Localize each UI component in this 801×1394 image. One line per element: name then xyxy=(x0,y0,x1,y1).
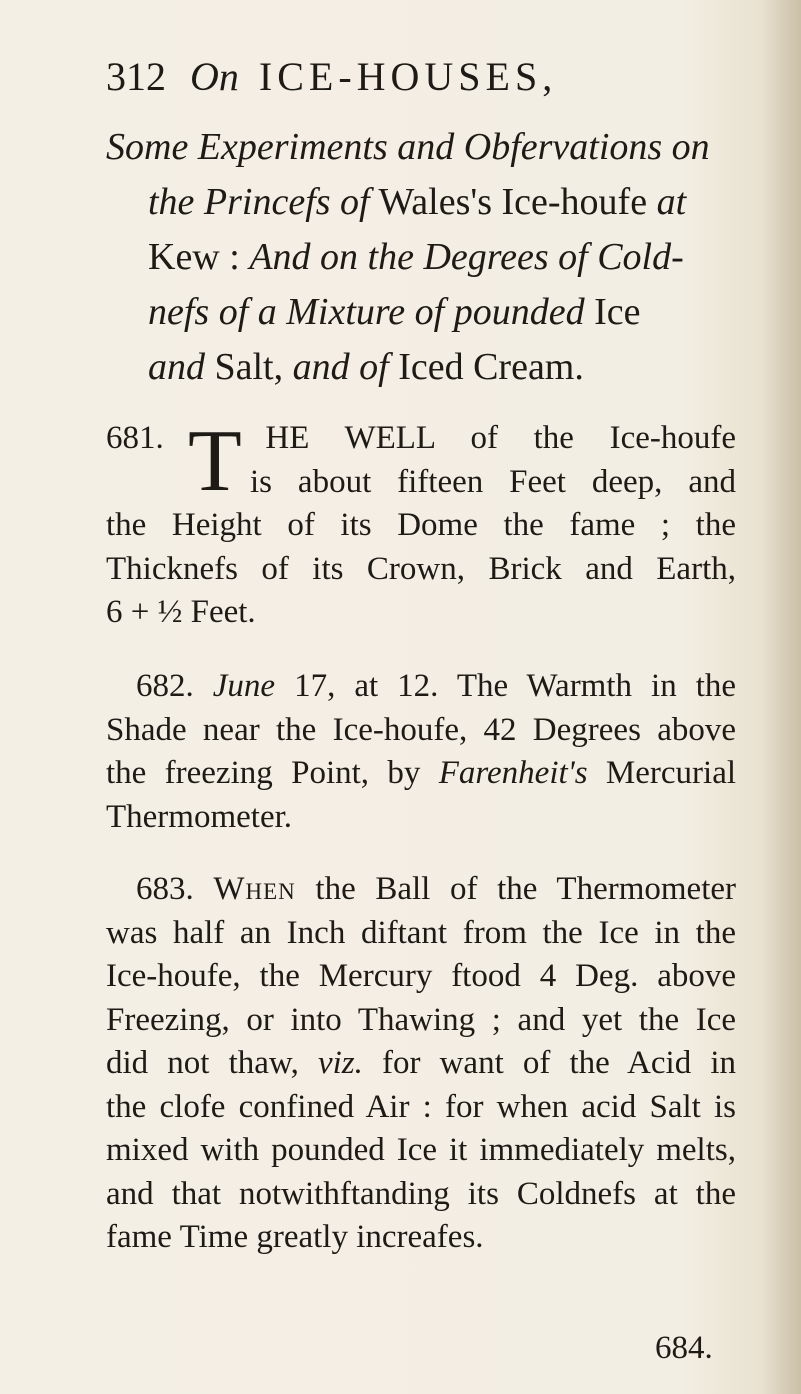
paragraph-number: 681. xyxy=(106,420,164,456)
para-line: and that notwithftanding its Coldnefs at the xyxy=(106,1175,736,1212)
drop-cap: T xyxy=(188,413,242,510)
page-number: 312 xyxy=(106,54,166,99)
heading-line-4 xyxy=(148,287,788,337)
para-line: mixed with pounded Ice it immediately melts, xyxy=(106,1132,736,1168)
heading-line-3 xyxy=(148,232,788,282)
heading-line-2 xyxy=(148,177,788,227)
heading-text: nefs of a Mixture of pounded xyxy=(148,291,585,333)
para-line: Thicknefs of its Crown, Brick and Earth, xyxy=(106,550,736,587)
heading-text: Salt, xyxy=(214,346,284,388)
heading-text: at xyxy=(656,181,687,223)
para-line xyxy=(106,868,736,912)
heading-text: Kew : xyxy=(148,236,240,278)
heading-text: Ice xyxy=(594,291,641,333)
heading-text: and of xyxy=(292,346,389,388)
heading-text: the Princefs of xyxy=(148,181,370,223)
para-line: the clofe confined Air : for when acid Salt is xyxy=(106,1088,736,1125)
running-head-on: On xyxy=(190,54,239,99)
heading-line-1 xyxy=(106,122,746,172)
para-date: June xyxy=(212,668,276,704)
para-line: 6 + ½ Feet. xyxy=(106,594,256,630)
para-text: HE WELL of the Ice-houfe xyxy=(265,420,736,456)
para-line: was half an Inch diftant from the Ice in the xyxy=(106,914,736,951)
para-line xyxy=(106,1042,736,1086)
para-line: is about fifteen Feet deep, and xyxy=(250,463,736,500)
para-line: Shade near the Ice-houfe, 42 Degrees above xyxy=(106,711,736,748)
heading-text: Some Experiments and Obfervations on xyxy=(106,126,710,168)
heading-text: Wales's xyxy=(378,181,492,223)
para-text: viz. xyxy=(317,1045,363,1081)
heading-text: Ice-houfe xyxy=(501,181,648,223)
paragraph-682 xyxy=(106,665,736,839)
para-line: Ice-houfe, the Mercury ftood 4 Deg. above xyxy=(106,958,736,994)
para-lead: When xyxy=(213,871,296,907)
paragraph-681 xyxy=(106,413,736,635)
para-text: the Ball of the Thermometer xyxy=(315,871,737,907)
heading-text: Iced Cream. xyxy=(398,346,584,388)
catchword: 684. xyxy=(655,1330,713,1366)
running-head xyxy=(106,52,726,102)
para-text: 17, at 12. The Warmth in the xyxy=(294,668,737,704)
para-text: did not thaw, xyxy=(106,1045,299,1081)
heading-line-5 xyxy=(148,342,788,392)
para-line: Thermometer. xyxy=(106,798,293,835)
para-line: Freezing, or into Thawing ; and yet the Ice xyxy=(106,1001,736,1038)
heading-text: and xyxy=(148,346,205,388)
para-line: fame Time greatly increafes. xyxy=(106,1219,484,1255)
paragraph-683 xyxy=(106,868,736,1260)
paragraph-number: 682. xyxy=(136,668,194,704)
para-text: Mercurial xyxy=(605,755,737,791)
running-head-section: ICE-HOUSES, xyxy=(258,54,558,99)
paragraph-number: 683. xyxy=(136,871,194,907)
para-text: for want of the Acid in xyxy=(382,1045,737,1081)
para-text: Farenheit's xyxy=(438,755,588,791)
para-line: the Height of its Dome the fame ; the xyxy=(106,507,736,543)
para-line xyxy=(106,665,736,709)
heading-text: And on the Degrees of Cold- xyxy=(249,236,684,278)
para-line xyxy=(106,752,736,796)
para-text: the freezing Point, by xyxy=(106,755,421,791)
